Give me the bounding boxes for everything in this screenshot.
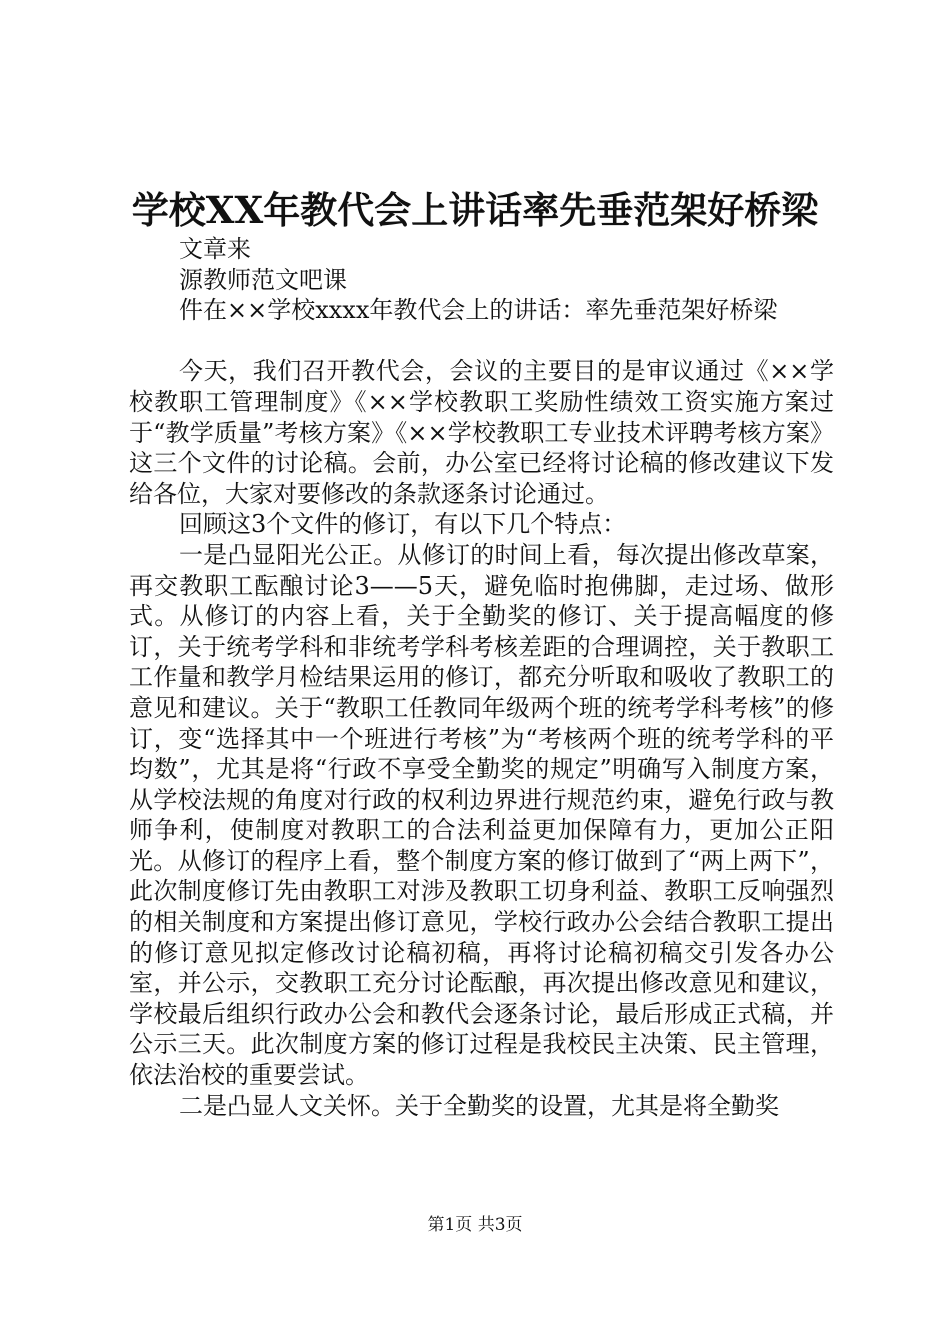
source-line-1: 文章来	[179, 235, 251, 263]
paragraph-point-one: 一是凸显阳光公正。从修订的时间上看，每次提出修改草案，再交教职工酝酿讨论3——5天，避免临时抱佛脚，走过场、做形式。从修订的内容上看，关于全勤奖的修订、关于提高幅度的修订，关于统考学科和非统考学科考核差距的合理调控，关于教职工工作量和教学月检结果运用的修订，都充分听取和吸收了教职工的意见和建议。关于“教职工任教同年级两个班的统考学科考核”的修订，变“选择其中一个班进行考核”为“考核两个班的统考学科的平均数”，尤其是将“行政不享受全勤奖的规定”明确写入制度方案，从学校法规的角度对行政的权利边界进行规范约束，避免行政与教师争利，使制度对教职工的合法利益更加保障有力，更加公正阳光。从修订的程序上看，整个制度方案的修订做到了“两上两下”，此次制度修订先由教职工对涉及教职工切身利益、教职工反响强烈的相关制度和方案提出修订意见，学校行政办公会结合教职工提出的修订意见拟定修改讨论稿初稿，再将讨论稿初稿交引发各办公室，并公示，交教职工充分讨论酝酿，再次提出修改意见和建议，学校最后组织行政办公会和教代会逐条讨论，最后形成正式稿，并公示三天。此次制度方案的修订过程是我校民主决策、民主管理，依法治校的重要尝试。	[129, 540, 834, 1090]
source-line-2: 源教师范文吧课	[179, 265, 347, 294]
document-title: 学校XX年教代会上讲话率先垂范架好桥梁	[131, 188, 819, 232]
paragraph-point-two: 二是凸显人文关怀。关于全勤奖的设置，尤其是将全勤奖	[179, 1091, 779, 1120]
source-line-3: 件在××学校xxxx年教代会上的讲话：率先垂范架好桥梁	[179, 296, 778, 325]
paragraph-intro: 今天，我们召开教代会，会议的主要目的是审议通过《××学校教职工管理制度》《××学校教职工奖励性绩效工资实施方案过于“教学质量”考核方案》《××学校教职工专业技术评聘考核方案》这三个文件的讨论稿。会前，办公室已经将讨论稿的修改建议下发给各位，大家对要修改的条款逐条讨论通过。	[129, 357, 834, 508]
document-body	[129, 234, 834, 1121]
paragraph-features-lead: 回顾这3个文件的修订，有以下几个特点：	[179, 510, 627, 539]
page-footer: 第1页 共3页	[427, 1215, 523, 1235]
source-note	[129, 234, 834, 326]
